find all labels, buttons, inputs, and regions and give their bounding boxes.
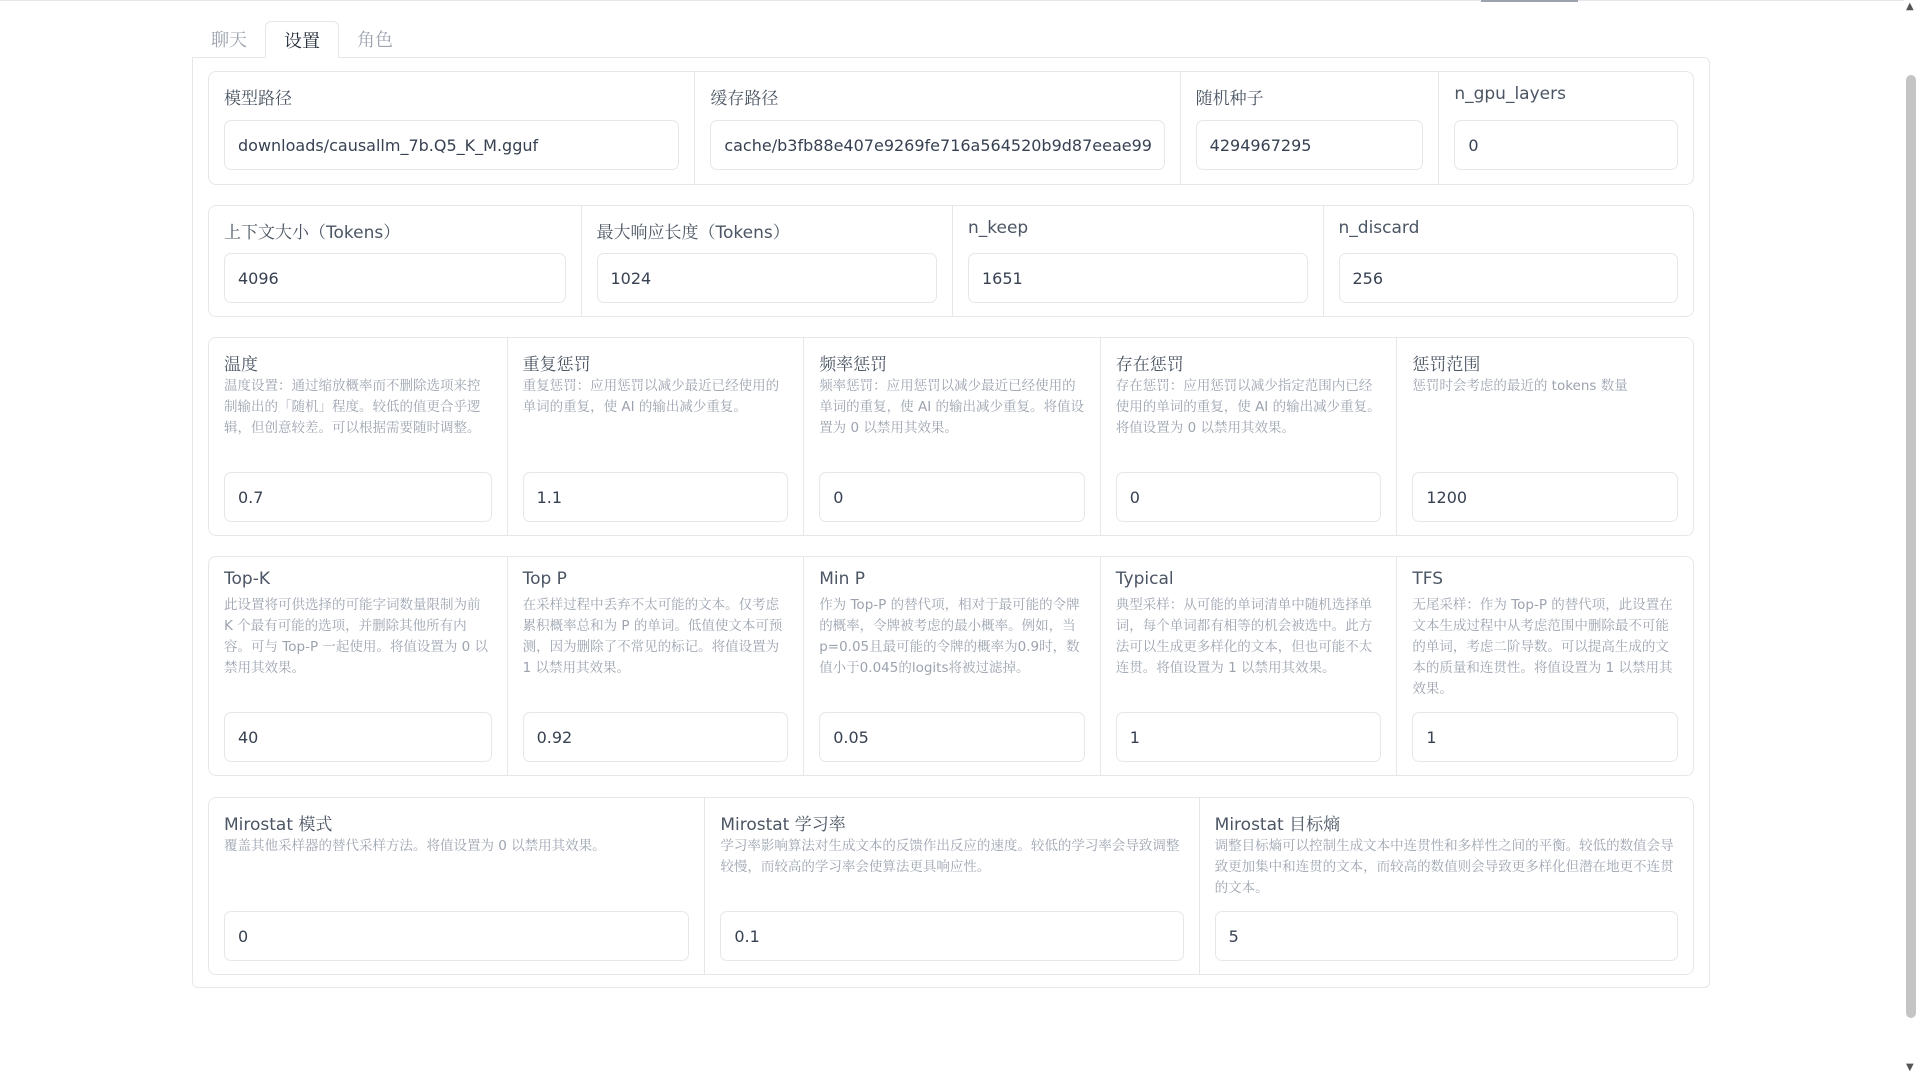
frequency-penalty-label: 频率惩罚 [819, 355, 888, 375]
mirostat-eta-field [704, 798, 1198, 974]
mirostat-group [208, 797, 1694, 975]
tfs-info: 无尾采样：作为 Top-P 的替代项，此设置在文本生成过程中从考虑范围中删除最不可能的单词，考虑二阶导数。可以提高生成的文本的质量和连贯性。将值设置为 1 以禁用其效果。 [1412, 597, 1673, 697]
top-p-label: Top P [522, 569, 567, 589]
temperature-field [209, 338, 507, 535]
model-path-field [209, 72, 694, 184]
model-path-input[interactable] [224, 120, 679, 170]
cache-path-field [694, 72, 1179, 184]
context-size-field [209, 206, 581, 316]
scrollbar-thumb[interactable] [1906, 75, 1916, 1018]
repeat-penalty-info: 重复惩罚：应用惩罚以减少最近已经使用的单词的重复，使 AI 的输出减少重复。 [522, 378, 780, 415]
min-p-field [803, 557, 1100, 775]
penalty-range-field [1396, 338, 1693, 535]
mirostat-mode-label: Mirostat 模式 [224, 815, 333, 835]
min-p-info: 作为 Top-P 的替代项，相对于最可能的令牌的概率，令牌被考虑的最小概率。例如，当p=0.05且最可能的令牌的概率为0.9时，数值小于0.045的logits将被过滤掉。 [819, 597, 1080, 676]
mirostat-tau-info: 调整目标熵可以控制生成文本中连贯性和多样性之间的平衡。较低的数值会导致更加集中和连贯的文本，而较高的数值则会导致更多样化但潜在地更不连贯的文本。 [1214, 838, 1674, 896]
tab-settings[interactable]: 设置 [265, 21, 339, 58]
mirostat-tau-field [1199, 798, 1693, 974]
n-gpu-layers-field [1438, 72, 1693, 184]
presence-penalty-field [1100, 338, 1397, 535]
seed-label: 随机种子 [1195, 89, 1264, 109]
temperature-label: 温度 [224, 355, 258, 375]
repeat-penalty-input[interactable] [523, 472, 789, 522]
context-group [208, 205, 1694, 317]
n-gpu-layers-label: n_gpu_layers [1454, 84, 1566, 104]
penalty-range-info: 惩罚时会考虑的最近的 tokens 数量 [1412, 378, 1628, 394]
mirostat-eta-label: Mirostat 学习率 [720, 815, 846, 835]
cache-path-input[interactable] [710, 120, 1164, 170]
max-tokens-input[interactable] [597, 253, 938, 303]
min-p-input[interactable] [819, 712, 1085, 762]
mirostat-eta-input[interactable] [720, 911, 1183, 961]
n-discard-label: n_discard [1338, 218, 1420, 238]
max-tokens-field [581, 206, 953, 316]
n-discard-input[interactable] [1339, 253, 1679, 303]
top-k-field [209, 557, 507, 775]
context-size-input[interactable] [224, 253, 566, 303]
top-k-input[interactable] [224, 712, 492, 762]
presence-penalty-input[interactable] [1116, 472, 1382, 522]
seed-field [1180, 72, 1439, 184]
min-p-label: Min P [819, 569, 866, 589]
tab-bar [193, 21, 411, 58]
frequency-penalty-info: 频率惩罚：应用惩罚以减少最近已经使用的单词的重复，使 AI 的输出减少重复。将值设置为 0 以禁用其效果。 [819, 378, 1084, 436]
max-tokens-label: 最大响应长度（Tokens） [596, 223, 790, 243]
cache-path-label: 缓存路径 [710, 89, 779, 109]
paths-group [208, 71, 1694, 185]
repeat-penalty-label: 重复惩罚 [522, 355, 591, 375]
mirostat-eta-info: 学习率影响算法对生成文本的反馈作出反应的速度。较低的学习率会导致调整较慢，而较高的学习率会使算法更具响应性。 [720, 838, 1180, 875]
top-p-field [507, 557, 804, 775]
model-path-label: 模型路径 [224, 89, 292, 109]
tab-chat[interactable]: 聊天 [211, 30, 247, 51]
seed-input[interactable] [1196, 120, 1424, 170]
temperature-input[interactable] [224, 472, 492, 522]
frequency-penalty-field [803, 338, 1100, 535]
context-size-label: 上下文大小（Tokens） [224, 223, 401, 243]
top-p-info: 在采样过程中丢弃不太可能的文本。仅考虑累积概率总和为 P 的单词。低值使文本可预测，因为删除了不常见的标记。将值设置为 1 以禁用其效果。 [522, 597, 783, 676]
mirostat-mode-field [209, 798, 704, 974]
top-k-label: Top-K [224, 569, 270, 589]
tab-character[interactable]: 角色 [357, 30, 393, 51]
frequency-penalty-input[interactable] [819, 472, 1085, 522]
tfs-input[interactable] [1412, 712, 1678, 762]
top-border [0, 0, 1904, 1]
typical-field [1100, 557, 1397, 775]
scroll-down-arrow-icon[interactable]: ▼ [1906, 1062, 1914, 1073]
typical-info: 典型采样：从可能的单词清单中随机选择单词，每个单词都有相等的机会被选中。此方法可以生成更多样化的文本，但也可能不太连贯。将值设置为 1 以禁用其效果。 [1115, 597, 1373, 676]
repeat-penalty-field [507, 338, 804, 535]
presence-penalty-label: 存在惩罚 [1115, 355, 1184, 375]
tfs-field [1396, 557, 1693, 775]
top-p-input[interactable] [523, 712, 789, 762]
presence-penalty-info: 存在惩罚：应用惩罚以减少指定范围内已经使用的单词的重复，使 AI 的输出减少重复。将值设置为 0 以禁用其效果。 [1115, 378, 1381, 436]
penalty-range-label: 惩罚范围 [1412, 355, 1481, 375]
top-progress-indicator [1481, 0, 1578, 2]
sampler-group [208, 556, 1694, 776]
tfs-label: TFS [1412, 569, 1444, 589]
n-discard-field [1323, 206, 1694, 316]
n-keep-label: n_keep [968, 218, 1029, 238]
mirostat-tau-label: Mirostat 目标熵 [1214, 815, 1341, 835]
typical-input[interactable] [1116, 712, 1382, 762]
n-keep-field [952, 206, 1323, 316]
top-k-info: 此设置将可供选择的可能字词数量限制为前 K 个最有可能的选项，并删除其他所有内容。可与 Top-P 一起使用。将值设置为 0 以禁用其效果。 [224, 597, 489, 676]
scroll-up-arrow-icon[interactable]: ▲ [1906, 1, 1914, 12]
n-gpu-layers-input[interactable] [1454, 120, 1678, 170]
mirostat-mode-info: 覆盖其他采样器的替代采样方法。将值设置为 0 以禁用其效果。 [224, 838, 606, 854]
penalty-range-input[interactable] [1412, 472, 1678, 522]
penalty-group [208, 337, 1694, 536]
mirostat-mode-input[interactable] [224, 911, 689, 961]
mirostat-tau-input[interactable] [1215, 911, 1678, 961]
temperature-info: 温度设置：通过缩放概率而不删除选项来控制输出的「随机」程度。较低的值更合乎逻辑，但创意较差。可以根据需要随时调整。 [224, 378, 481, 436]
typical-label: Typical [1115, 569, 1174, 589]
n-keep-input[interactable] [968, 253, 1308, 303]
